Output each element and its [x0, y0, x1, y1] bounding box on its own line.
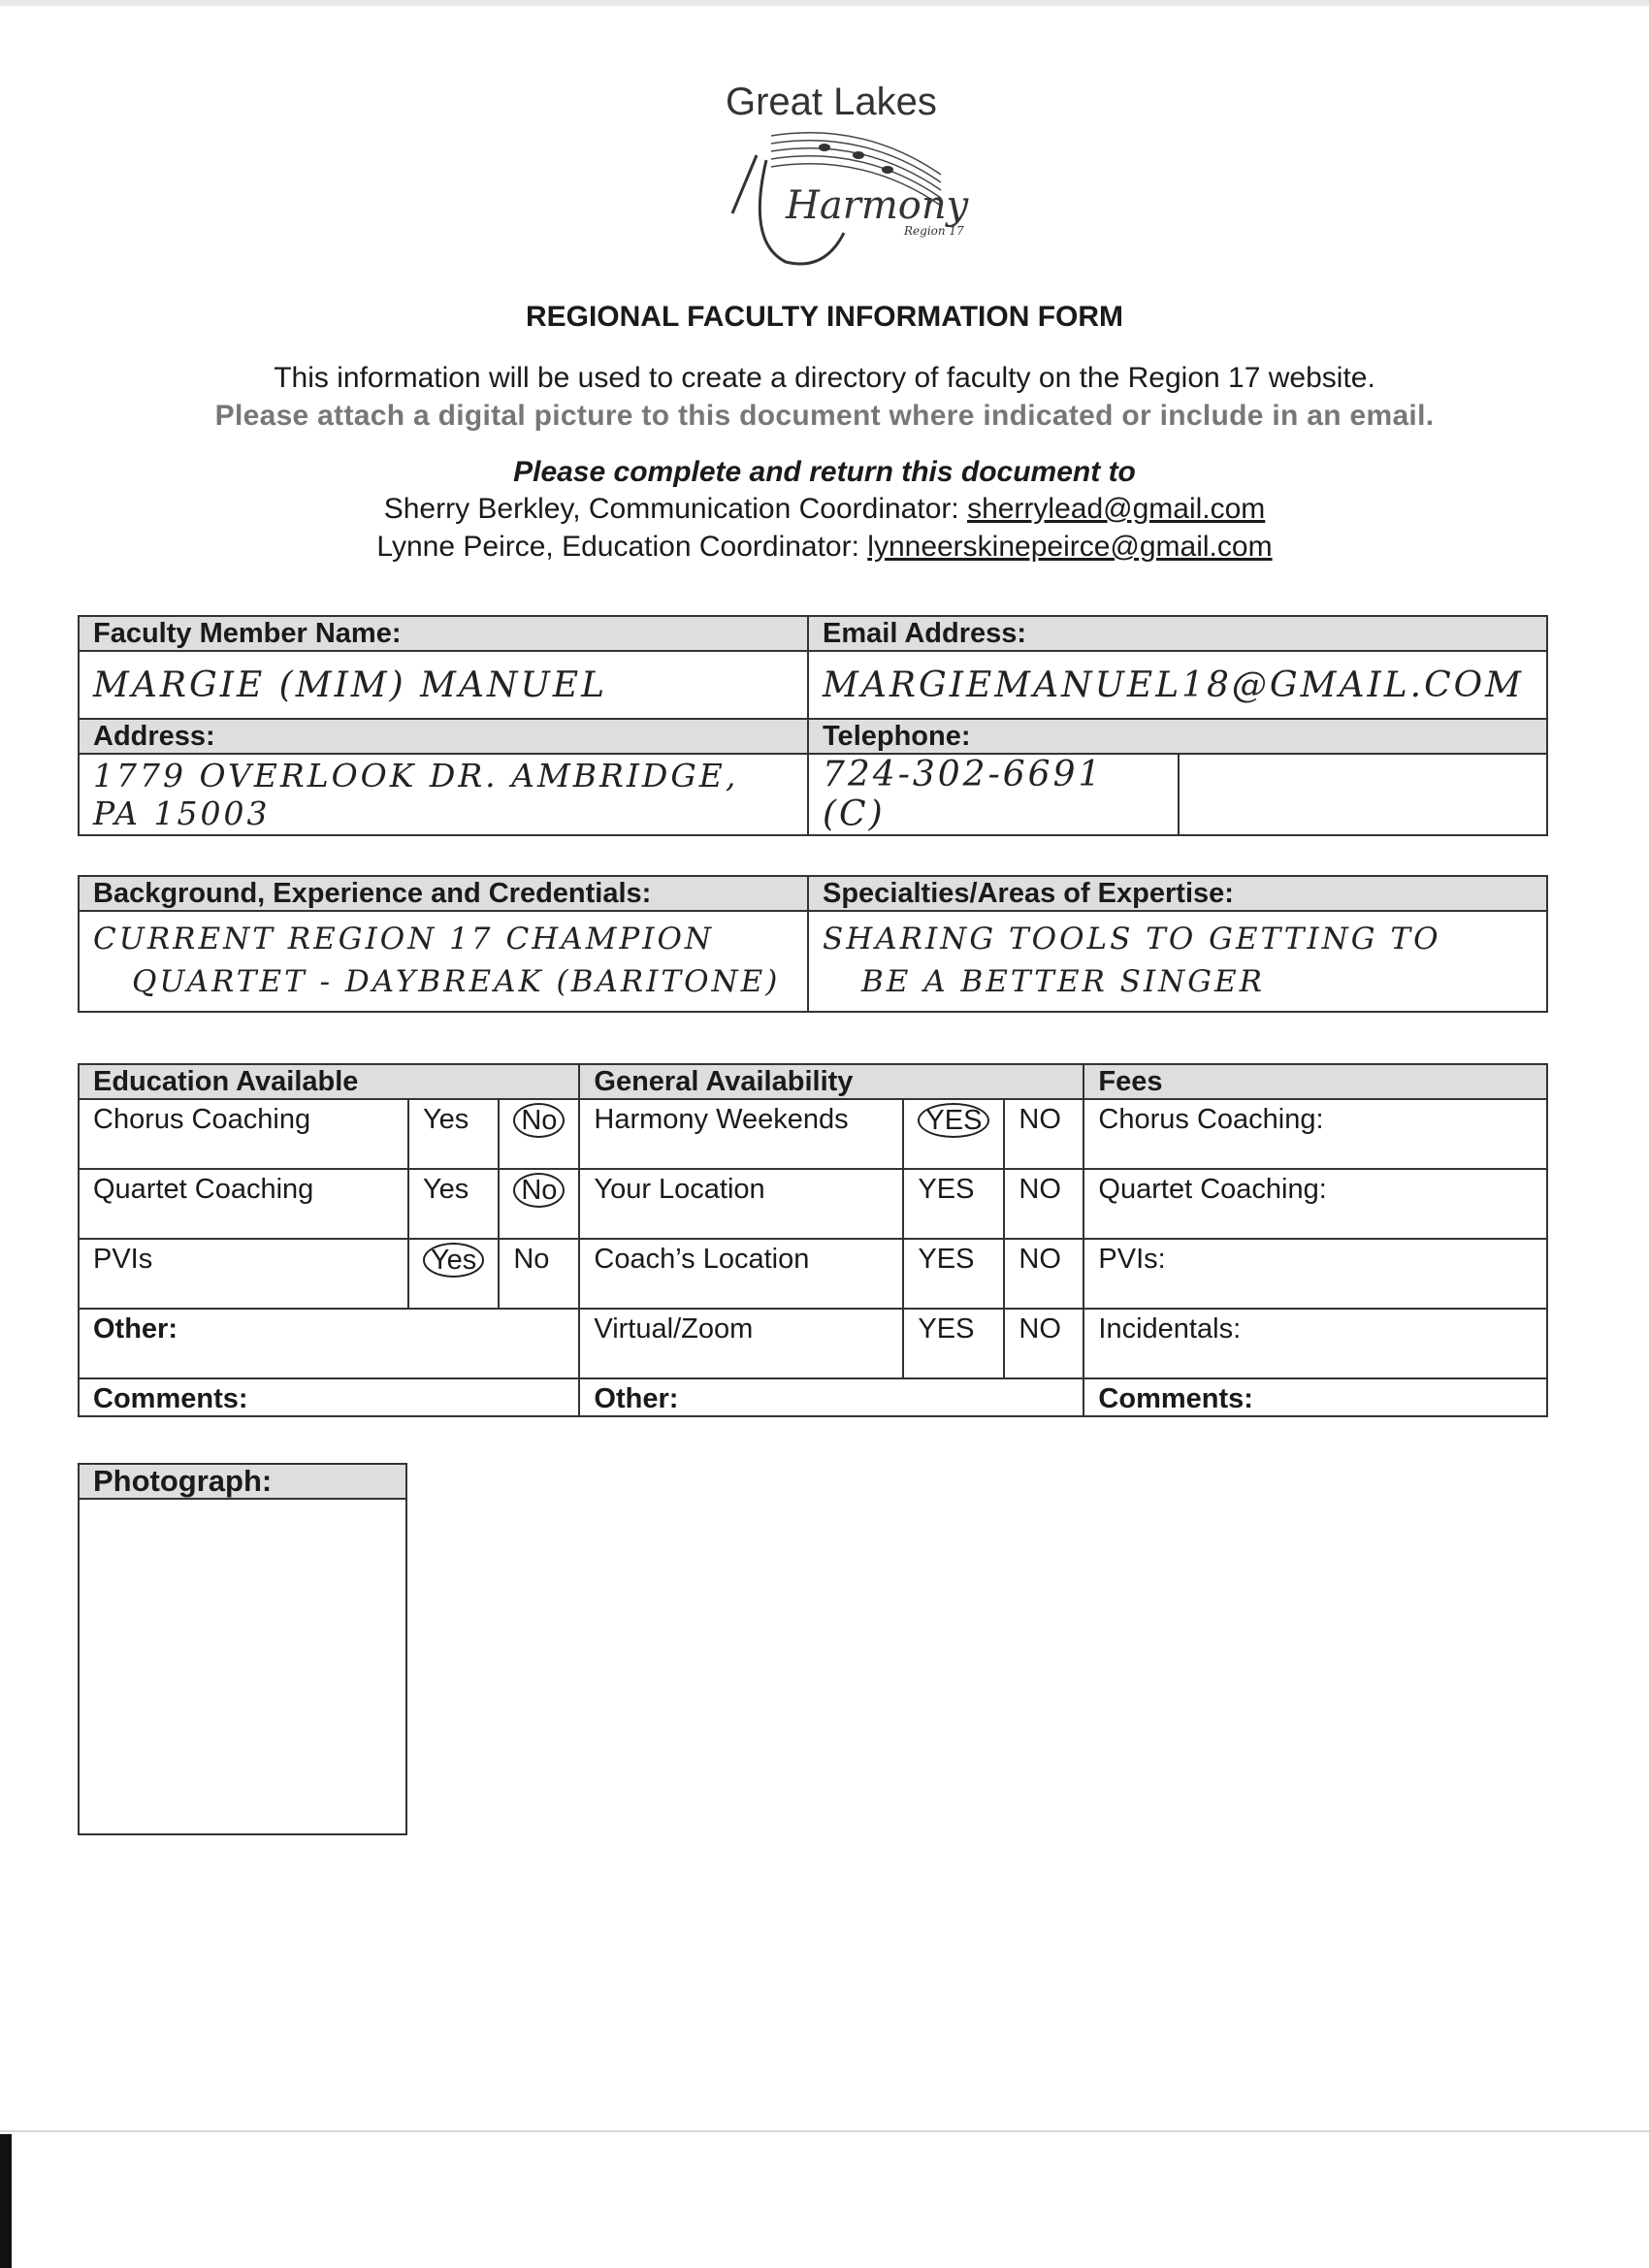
education-coordinator-email[interactable]: lynneerskinepeirce@gmail.com — [867, 531, 1273, 563]
gen-coachs-location: Coach’s Location — [579, 1239, 903, 1309]
photograph-label: Photograph: — [79, 1464, 406, 1499]
specialties-line-2: BE A BETTER SINGER — [861, 964, 1266, 999]
selected-circle: Yes — [423, 1243, 484, 1278]
email-value[interactable]: MARGIEMANUEL18@GMAIL.COM — [808, 651, 1547, 719]
selected-circle: YES — [918, 1103, 989, 1138]
fee-incidentals[interactable]: Incidentals: — [1083, 1309, 1547, 1378]
edu-pvis: PVIs — [79, 1239, 408, 1309]
address-label: Address: — [79, 719, 808, 754]
education-header: Education Available — [79, 1064, 579, 1099]
background-line-2: QUARTET - DAYBREAK (BARITONE) — [132, 964, 781, 999]
education-coordinator — [0, 531, 1649, 564]
specialties-label: Specialties/Areas of Expertise: — [808, 876, 1547, 911]
fee-quartet-coaching[interactable]: Quartet Coaching: — [1083, 1169, 1547, 1239]
edu-chorus-no[interactable] — [499, 1099, 579, 1169]
fee-pvis[interactable]: PVIs: — [1083, 1239, 1547, 1309]
photo-instructions: Please attach a digital picture to this document where indicated or include in an email. — [214, 400, 1435, 432]
fees-header: Fees — [1083, 1064, 1547, 1099]
edu-quartet-coaching: Quartet Coaching — [79, 1169, 408, 1239]
great-lakes-harmony-logo — [679, 68, 989, 281]
form-title: REGIONAL FACULTY INFORMATION FORM — [525, 301, 1124, 333]
communication-coordinator-email[interactable]: sherrylead@gmail.com — [967, 493, 1266, 525]
gen-harmony-weekends: Harmony Weekends — [579, 1099, 903, 1169]
gen-virtual-yes[interactable]: YES — [903, 1309, 1004, 1378]
name-label: Faculty Member Name: — [79, 616, 808, 651]
gen-coachs-location-yes[interactable]: YES — [903, 1239, 1004, 1309]
edu-quartet-yes[interactable]: Yes — [408, 1169, 499, 1239]
selected-circle: No — [513, 1173, 565, 1208]
edu-pvis-yes[interactable] — [408, 1239, 499, 1309]
availability-row — [79, 1309, 1547, 1378]
scan-top-edge — [0, 0, 1649, 6]
photograph-table — [78, 1463, 407, 1835]
selected-circle: No — [513, 1103, 565, 1138]
gen-harmony-yes[interactable] — [903, 1099, 1004, 1169]
fees-comments-label[interactable]: Comments: — [1083, 1378, 1547, 1416]
background-line-1: CURRENT REGION 17 CHAMPION — [93, 922, 715, 956]
scan-bottom-edge — [0, 2130, 1649, 2132]
availability-table — [78, 1063, 1548, 1417]
background-value[interactable] — [79, 911, 808, 1012]
name-value[interactable]: MARGIE (MIM) MANUEL — [79, 651, 808, 719]
background-label: Background, Experience and Credentials: — [79, 876, 808, 911]
education-coordinator-label: Lynne Peirce, Education Coordinator: — [376, 531, 868, 563]
gen-your-location-no[interactable]: NO — [1004, 1169, 1083, 1239]
svg-text:Great Lakes: Great Lakes — [726, 81, 937, 123]
edu-quartet-no[interactable] — [499, 1169, 579, 1239]
edu-comments-label[interactable]: Comments: — [79, 1378, 579, 1416]
gen-your-location-yes[interactable]: YES — [903, 1169, 1004, 1239]
photograph-drop-area[interactable] — [79, 1499, 406, 1834]
specialties-value[interactable] — [808, 911, 1547, 1012]
fee-chorus-coaching[interactable]: Chorus Coaching: — [1083, 1099, 1547, 1169]
communication-coordinator-label: Sherry Berkley, Communication Coordinator: — [383, 493, 968, 525]
member-info-table — [78, 615, 1548, 836]
gen-your-location: Your Location — [579, 1169, 903, 1239]
background-table — [78, 875, 1548, 1013]
gen-virtual-zoom: Virtual/Zoom — [579, 1309, 903, 1378]
edu-pvis-no[interactable]: No — [499, 1239, 579, 1309]
svg-text:Harmony: Harmony — [786, 183, 969, 228]
telephone-label: Telephone: — [808, 719, 1547, 754]
communication-coordinator — [0, 493, 1649, 526]
gen-other-label[interactable]: Other: — [579, 1378, 1083, 1416]
scan-dark-edge — [0, 2134, 12, 2268]
directory-info: This information will be used to create a directory of faculty on the Region 17 website. — [274, 362, 1375, 394]
telephone-extra-cell[interactable] — [1179, 754, 1547, 835]
general-header: General Availability — [579, 1064, 1083, 1099]
edu-chorus-coaching: Chorus Coaching — [79, 1099, 408, 1169]
specialties-line-1: SHARING TOOLS TO GETTING TO — [823, 922, 1441, 956]
gen-coachs-location-no[interactable]: NO — [1004, 1239, 1083, 1309]
availability-row — [79, 1169, 1547, 1239]
availability-row — [79, 1099, 1547, 1169]
edu-other-label[interactable]: Other: — [79, 1309, 579, 1378]
availability-row — [79, 1378, 1547, 1416]
availability-row — [79, 1239, 1547, 1309]
address-value[interactable]: 1779 OVERLOOK DR. AMBRIDGE, PA 15003 — [79, 754, 808, 835]
telephone-value[interactable]: 724-302-6691 (C) — [808, 754, 1179, 835]
email-label: Email Address: — [808, 616, 1547, 651]
edu-chorus-yes[interactable]: Yes — [408, 1099, 499, 1169]
svg-text:Region 17: Region 17 — [904, 224, 964, 238]
return-instructions: Please complete and return this document to — [513, 456, 1136, 488]
gen-harmony-no[interactable]: NO — [1004, 1099, 1083, 1169]
gen-virtual-no[interactable]: NO — [1004, 1309, 1083, 1378]
